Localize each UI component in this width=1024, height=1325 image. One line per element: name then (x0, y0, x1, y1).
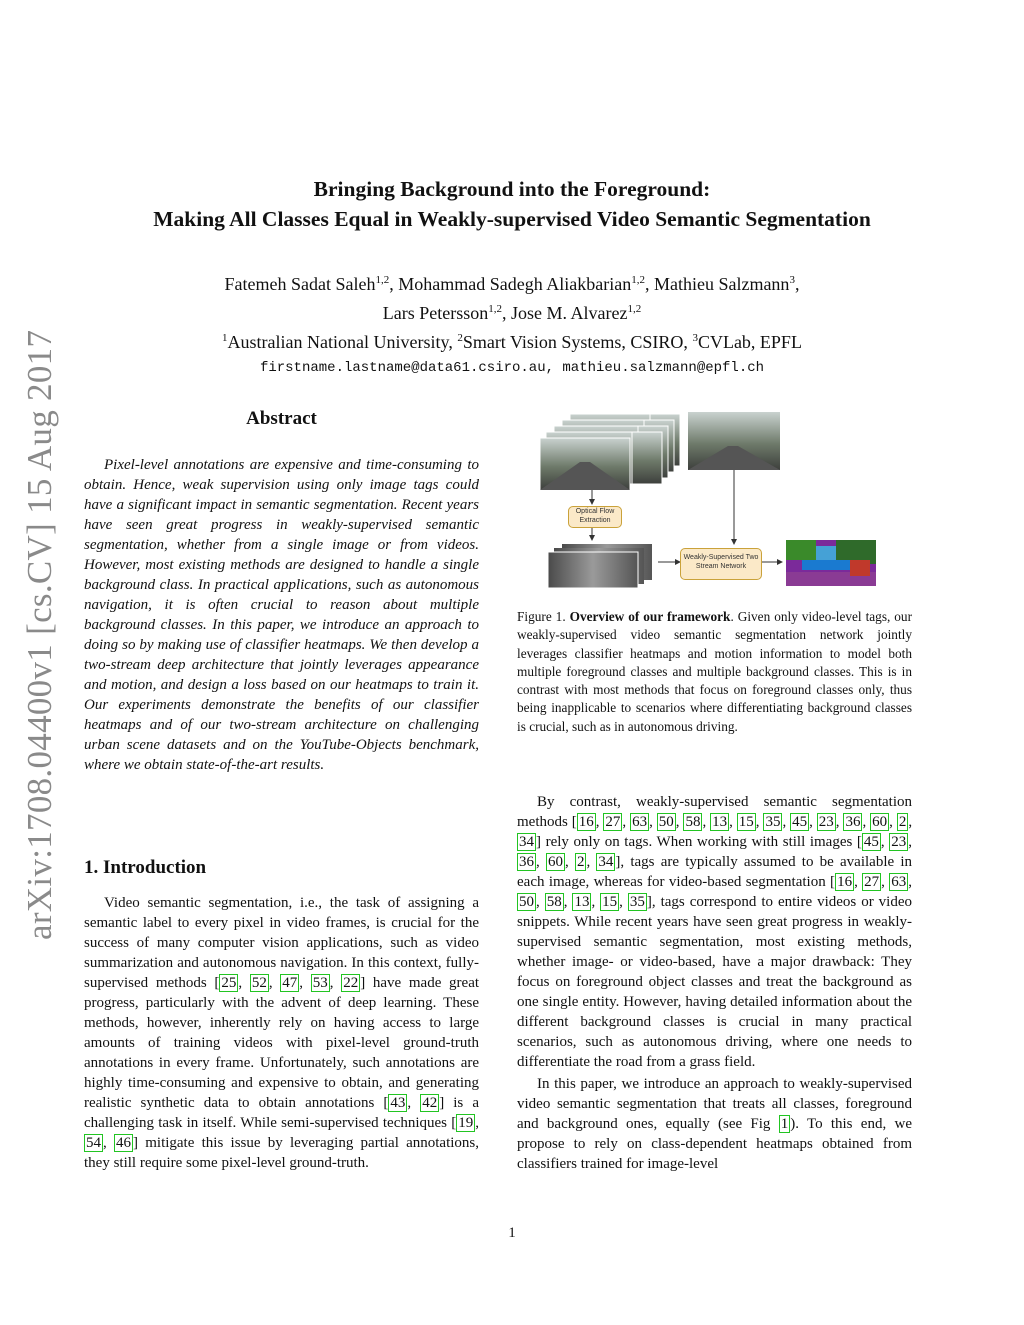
citation-link[interactable]: 53 (312, 975, 328, 991)
paragraph (517, 792, 912, 1072)
citation-link[interactable]: 60 (872, 814, 888, 830)
text-run: In this paper, we introduce an approach to weakly-supervised video semantic segmentation that treats all classes, foreground and background ones, equally (see Fig (517, 1076, 912, 1132)
author-block (60, 268, 964, 381)
citation-link[interactable]: 19 (458, 1115, 474, 1131)
citation-list: 19 , 54 , 46 (86, 1115, 479, 1151)
citation-link[interactable]: 35 (765, 814, 781, 830)
introduction-heading: 1. Introduction (84, 857, 207, 878)
author-affiliation-mark: 1,2 (375, 274, 390, 286)
citation-link[interactable]: 63 (632, 814, 648, 830)
author-affiliation-mark: 1,2 (488, 303, 502, 315)
citation-link[interactable]: 27 (864, 874, 880, 890)
caption-label: Figure 1. (517, 609, 566, 624)
caption-title: Overview of our framework (569, 609, 731, 624)
citation-link[interactable]: 35 (629, 894, 645, 910)
figure-1 (540, 410, 920, 600)
citation-list: 45 , 23 , 36 , 60 , 2 , 34 (519, 834, 913, 870)
abstract-text: Pixel-level annotations are expensive and time-consuming to obtain. Hence, weak supervision using only image tags could have a significant impact in semantic segmentation. Recent years have seen great progress in weakly-supervised semantic segmentation, whether from a single image or from videos. However, most existing methods are designed to handle a single background class. In practical applications, such as autonomous navigation, it is often crucial to reason about multiple background classes. In this paper, we introduce an approach to doing so by making use of classifier heatmaps. We then develop a two-stream deep architecture that jointly leverages appearance and motion, and design a loss based on our heatmaps to train it. Our experiments demonstrate the benefits of our classifier heatmaps and of our two-stream architecture on challenging urban scene datasets and on the YouTube-Objects benchmark, where we obtain state-of-the-art results. (84, 457, 479, 773)
arxiv-identifier: arXiv:1708.04400v1 [cs.CV] 15 Aug 2017 (20, 329, 59, 940)
citation-link[interactable]: 42 (422, 1095, 438, 1111)
text-run: By contrast, weakly-supervised semantic segmentation methods [ (517, 794, 912, 830)
author-name: Jose M. Alvarez (511, 303, 628, 323)
optical-flow-box: Optical Flow Extraction (568, 506, 622, 528)
text-run: ). To this end, we propose to rely on class-dependent heatmaps obtained from classifiers trained for image-level (517, 1116, 912, 1172)
title-line-1: Bringing Background into the Foreground: (313, 177, 711, 201)
affiliation-mark: 3 (692, 332, 698, 344)
citation-link[interactable]: 23 (891, 834, 907, 850)
two-stream-network-box: Weakly-Supervised Two Stream Network (680, 548, 762, 580)
affiliations (60, 326, 964, 355)
abstract-heading: Abstract (246, 408, 317, 429)
author-name: Lars Petersson (382, 303, 489, 323)
citation-link[interactable]: 58 (685, 814, 701, 830)
author-line-2: Lars Petersson$^{1,2}$, Jose M. Alvarez$^{1,2}$ (382, 303, 642, 323)
citation-link[interactable]: 43 (390, 1095, 406, 1111)
text-run: ] is a challenging task in itself. While semi-supervised techniques [ (84, 1095, 479, 1131)
introduction-paragraph (84, 893, 479, 1173)
citation-link[interactable]: 52 (251, 975, 267, 991)
citation-link[interactable]: 46 (116, 1135, 131, 1151)
citation-list: 25 , 52 , 47 , 53 , 22 (221, 975, 359, 991)
text-run: ], tags correspond to entire videos or video snippets. While recent years have seen great progress in weakly-supervised semantic segmentation, most existing methods, whether image- or video-based, have a major drawback: They focus on foreground object classes and treat the background as one single entity. However, having detailed information about the different background classes is crucial in many practical scenarios, such as autonomous driving, where one needs to differentiate the road from a grass field. (517, 894, 912, 1070)
author-name: Fatemeh Sadat Saleh (224, 274, 376, 294)
segmentation-output (786, 540, 876, 586)
text-run: Video semantic segmentation, i.e., the task of assigning a semantic label to every pixel in video frames, is crucial for the success of many computer vision applications, such as video summarization and autonomous navigation. In this context, fully-supervised methods [ (84, 895, 479, 991)
affiliation: Smart Vision Systems, CSIRO, (462, 332, 688, 352)
citation-link[interactable]: 54 (86, 1135, 101, 1151)
citation-link[interactable]: 22 (343, 975, 359, 991)
citation-list: 16 , 27 , 63 , 50 , 58 , 13 , 15 , 35 (519, 874, 913, 910)
author-emails: firstname.lastname@data61.csiro.au, mathieu.salzmann@epfl.ch (259, 360, 765, 376)
citation-link[interactable]: 45 (792, 814, 808, 830)
citation-link[interactable]: 45 (863, 834, 879, 850)
citation-link[interactable]: 50 (658, 814, 674, 830)
optical-flow-images (548, 544, 652, 588)
right-column-body (517, 792, 912, 1174)
figure-1-caption (517, 608, 912, 736)
citation-link[interactable]: 16 (578, 814, 594, 830)
citation-list: 16 , 27 , 63 , 50 , 58 , 13 , 15 , 35 , 45 , 23 , 36 , 60 , 2 , 34 (519, 814, 913, 850)
author-affiliation-mark: 1,2 (631, 274, 645, 286)
citation-list: 43 , 42 (390, 1095, 438, 1111)
title-line-2: Making All Classes Equal in Weakly-supervised Video Semantic Segmentation (153, 207, 871, 231)
text-run: ] have made great progress, particularly with the advent of deep learning. These methods, however, inherently rely on having access to large amounts of training videos with pixel-level ground-truth annotations in every frame. Unfortunately, such annotations are highly time-consuming and expensive to obtain, and generating realistic synthetic data to obtain annotations [ (84, 975, 480, 1111)
text-run: ] mitigate this issue by leveraging partial annotations, they still require some pixel-level ground-truth. (84, 1135, 480, 1171)
affiliation-mark: 1 (222, 332, 228, 344)
paper-title (60, 174, 964, 234)
citation-link[interactable]: 16 (837, 874, 853, 890)
citation-link[interactable]: 2 (576, 854, 585, 870)
citation-link[interactable]: 58 (546, 894, 562, 910)
citation-link[interactable]: 15 (738, 814, 754, 830)
caption-text: . Given only video-level tags, our weakly-supervised video semantic segmentation network jointly leverages classifier heatmaps and motion information to model both multiple foreground classes and multiple background classes. This is in contrast with most methods that focus on foreground classes only, thus being inapplicable to scenarios where differentiating background classes is crucial, such as in autonomous driving. (517, 609, 913, 734)
author-line-1: Fatemeh Sadat Saleh$^{1,2}$, Mohammad Sadegh Aliakbarian$^{1,2}$, Mathieu Salzmann$^3$, (224, 274, 800, 294)
citation-link[interactable]: 36 (845, 814, 861, 830)
affiliation-mark: 2 (457, 332, 463, 344)
citation-link[interactable]: 34 (598, 854, 614, 870)
citation-link[interactable]: 15 (602, 894, 618, 910)
figure-reference-link[interactable]: 1 (780, 1116, 789, 1132)
page-number: 1 (508, 1225, 516, 1241)
abstract-body (84, 455, 479, 775)
citation-link[interactable]: 50 (519, 894, 534, 910)
author-name: Mathieu Salzmann (653, 274, 790, 294)
citation-link[interactable]: 60 (547, 854, 563, 870)
citation-link[interactable]: 13 (574, 894, 590, 910)
author-name: Mohammad Sadegh Aliakbarian (398, 274, 632, 294)
citation-link[interactable]: 47 (282, 975, 298, 991)
introduction-body (84, 893, 479, 1173)
citation-link[interactable]: 25 (221, 975, 237, 991)
citation-link[interactable]: 34 (519, 834, 534, 850)
author-affiliation-mark: 1,2 (627, 303, 642, 315)
citation-link[interactable]: 36 (519, 854, 534, 870)
citation-link[interactable]: 2 (898, 814, 907, 830)
citation-link[interactable]: 23 (818, 814, 834, 830)
citation-link[interactable]: 13 (712, 814, 728, 830)
citation-link[interactable]: 63 (891, 874, 907, 890)
text-run: ], tags are typically assumed to be available in each image, whereas for video-based segmentation [ (517, 854, 913, 890)
author-affiliation-mark: 3 (789, 274, 795, 286)
affiliation: Australian National University, (227, 332, 453, 352)
paragraph (517, 1074, 912, 1174)
text-run: ] rely only on tags. When working with still images [ (536, 834, 862, 850)
citation-link[interactable]: 27 (605, 814, 621, 830)
affiliation: CVLab, EPFL (697, 332, 802, 352)
